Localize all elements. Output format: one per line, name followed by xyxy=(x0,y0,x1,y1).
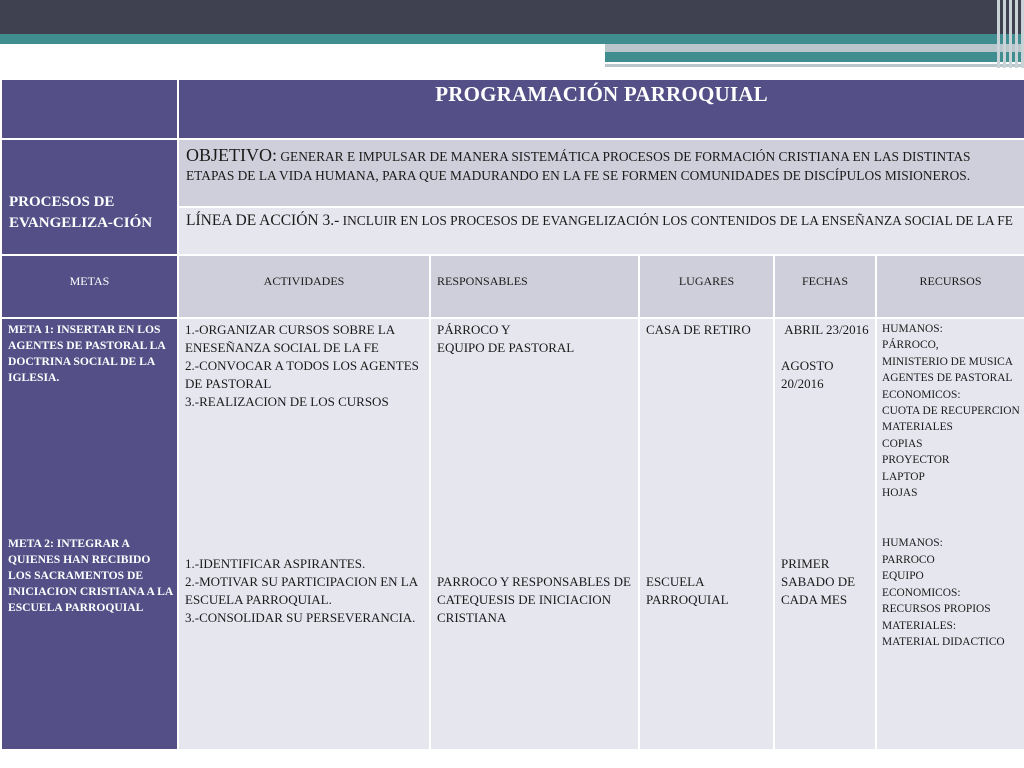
responsables-meta-2: PARROCO Y RESPONSABLES DE CATEQUESIS DE INICIACION CRISTIANA xyxy=(437,574,631,625)
recursos-meta-1: HUMANOS: PÁRROCO, MINISTERIO DE MUSICA AGENTES DE PASTORAL ECONOMICOS: CUOTA DE RECUPERCION MATERIALES COPIAS PROYECTOR LAPTOP HOJAS xyxy=(882,323,1020,500)
programacion-table xyxy=(0,78,1024,751)
decorative-stripes xyxy=(992,0,1024,68)
fechas-meta-2: PRIMER SABADO DE CADA MES xyxy=(781,556,856,607)
objetivo-colon: : xyxy=(272,145,278,165)
header-recursos: RECURSOS xyxy=(876,255,1024,318)
fechas-cell xyxy=(774,318,876,750)
lugares-cell xyxy=(639,318,774,750)
meta-2: META 2: INTEGRAR A QUIENES HAN RECIBIDO LOS SACRAMENTOS DE INICIACION CRISTIANA A LA ESCUELA PARROQUIAL xyxy=(8,537,173,614)
page-title: PROGRAMACIÓN PARROQUIAL xyxy=(178,79,1024,139)
actividades-meta-1: 1.-ORGANIZAR CURSOS SOBRE LA ENESEÑANZA SOCIAL DE LA FE 2.-CONVOCAR A TODOS LOS AGENTES DE PASTORAL 3.-REALIZACION DE LOS CURSOS xyxy=(185,322,419,409)
header-responsables: RESPONSABLES xyxy=(430,255,639,318)
lugares-meta-2: ESCUELA PARROQUIAL xyxy=(646,574,729,607)
responsables-meta-1: PÁRROCO Y EQUIPO DE PASTORAL xyxy=(437,322,575,355)
header-fechas: FECHAS xyxy=(774,255,876,318)
actividades-cell xyxy=(178,318,430,750)
header-band-white xyxy=(0,44,605,71)
recursos-meta-2: HUMANOS: PARROCO EQUIPO ECONOMICOS: RECURSOS PROPIOS MATERIALES: MATERIAL DIDACTICO xyxy=(882,537,1005,648)
fechas-meta-1: ABRIL 23/2016 AGOSTO 20/2016 xyxy=(781,322,869,391)
header-band-line xyxy=(605,64,1024,67)
header-metas: METAS xyxy=(1,255,178,318)
header-lugares: LUGARES xyxy=(639,255,774,318)
actividades-meta-2: 1.-IDENTIFICAR ASPIRANTES. 2.-MOTIVAR SU PARTICIPACION EN LA ESCUELA PARROQUIAL. 3.-CONSOLIDAR SU PERSEVERANCIA. xyxy=(185,556,418,625)
objetivo-cell xyxy=(178,139,1024,207)
linea-text: INCLUIR EN LOS PROCESOS DE EVANGELIZACIÓN LOS CONTENIDOS DE LA ENSEÑANZA SOCIAL DE LA FE xyxy=(339,213,1013,228)
header-band-teal xyxy=(0,34,1024,44)
linea-lead: LÍNEA DE ACCIÓN 3.- xyxy=(186,212,340,229)
procesos-label: PROCESOS DE EVANGELIZA-CIÓN xyxy=(1,139,178,255)
responsables-cell xyxy=(430,318,639,750)
header-band-dark xyxy=(0,0,1024,34)
metas-cell xyxy=(1,318,178,750)
header-actividades: ACTIVIDADES xyxy=(178,255,430,318)
corner-cell xyxy=(1,79,178,139)
objetivo-text: GENERAR E IMPULSAR DE MANERA SISTEMÁTICA PROCESOS DE FORMACIÓN CRISTIANA EN LAS DISTINTAS ETAPAS DE LA VIDA HUMANA, PARA QUE MADURANDO EN LA FE SE FORMEN COMUNIDADES DE DISCÍPULOS MISIONEROS. xyxy=(186,149,971,183)
linea-accion-cell xyxy=(178,207,1024,255)
header-band-teal-right xyxy=(605,52,1024,62)
meta-1: META 1: INSERTAR EN LOS AGENTES DE PASTORAL LA DOCTRINA SOCIAL DE LA IGLESIA. xyxy=(8,323,166,384)
objetivo-lead: OBJETIVO xyxy=(186,145,272,165)
lugares-meta-1: CASA DE RETIRO xyxy=(646,322,751,337)
recursos-cell xyxy=(876,318,1024,750)
